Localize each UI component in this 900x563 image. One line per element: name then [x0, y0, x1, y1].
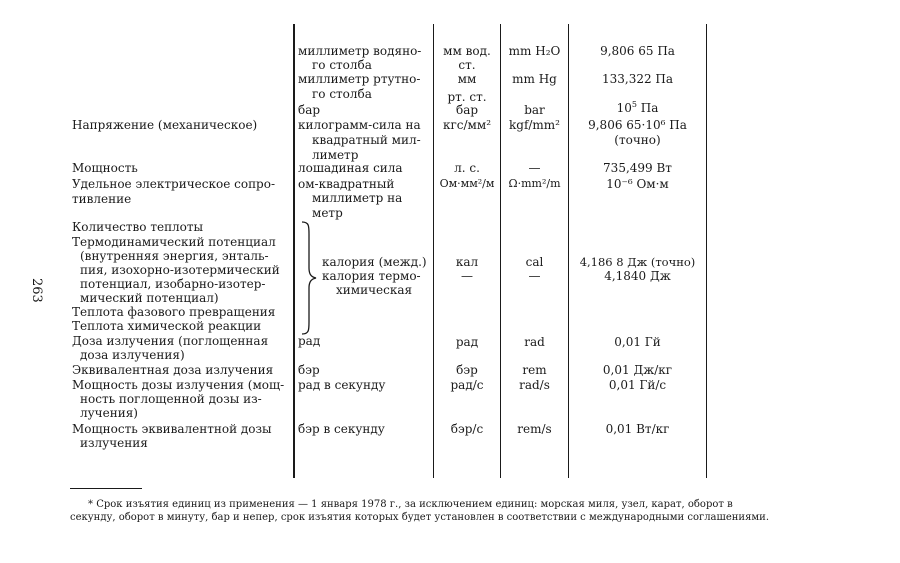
unit-name: рад в секунду	[298, 378, 386, 392]
quantity-name: лучения)	[80, 406, 138, 420]
ru-symbol: ст.	[458, 58, 476, 72]
ru-symbol: Ом·мм²/м	[439, 177, 495, 190]
ru-symbol: мм	[457, 72, 477, 86]
quantity-name: ность поглощенной дозы из-	[80, 392, 262, 406]
si-value: 0,01 Гй/с	[608, 378, 667, 392]
unit-name: калория термо-	[322, 269, 421, 283]
si-value: (точно)	[614, 133, 661, 147]
ru-symbol: кгс/мм²	[442, 118, 492, 132]
unit-name: рад	[298, 334, 321, 348]
si-value	[569, 102, 706, 114]
ru-symbol: рт. ст.	[447, 90, 487, 104]
column-rule-3	[500, 24, 501, 478]
intl-symbol: mm H₂O	[508, 44, 561, 58]
ru-symbol: л. с.	[454, 161, 480, 175]
intl-symbol: —	[528, 161, 541, 175]
value-base: 10	[616, 101, 632, 115]
unit-name: лошадиная сила	[298, 161, 403, 175]
ru-symbol: бэр/с	[450, 422, 484, 436]
intl-symbol: rem	[522, 363, 547, 377]
unit-name: метр	[312, 206, 343, 220]
unit-name: миллиметр ртутно-	[298, 72, 421, 86]
ru-symbol: рад	[455, 335, 479, 349]
intl-symbol: mm Hg	[512, 72, 557, 86]
column-rule-5	[706, 24, 707, 478]
intl-symbol: rad	[524, 335, 545, 349]
ru-symbol: —	[461, 269, 473, 283]
unit-name: бэр в секунду	[298, 422, 385, 436]
quantity-name: Мощность	[72, 161, 138, 175]
quantity-name: потенциал, изобарно-изотер-	[80, 277, 266, 291]
quantity-name: тивление	[72, 192, 132, 206]
intl-symbol: kgf/mm²	[508, 118, 560, 132]
si-value: 4,186 8 Дж (точно)	[579, 255, 696, 269]
si-value: 0,01 Дж/кг	[602, 363, 673, 377]
ru-symbol: мм вод.	[443, 44, 491, 58]
intl-symbol: Ω·mm²/m	[508, 177, 561, 190]
si-value: 133,322 Па	[601, 72, 674, 86]
value-unit: Па	[636, 101, 659, 115]
value-exponent: 5	[631, 100, 637, 109]
unit-name: миллиметр водяно-	[298, 44, 422, 58]
ru-symbol: бэр	[456, 363, 478, 377]
unit-name: химическая	[336, 283, 413, 297]
si-value: 9,806 65·10⁶ Па	[588, 118, 687, 132]
page-number: 263	[29, 278, 44, 303]
column-rule-1	[293, 24, 295, 478]
quantity-name: Напряжение (механическое)	[72, 118, 258, 132]
footnote	[70, 498, 870, 524]
intl-symbol: rad/s	[519, 378, 550, 392]
ru-symbol: бар	[455, 103, 479, 117]
unit-name: лиметр	[312, 148, 359, 162]
intl-symbol: rem/s	[517, 422, 552, 436]
unit-name: ом-квадратный	[298, 177, 395, 191]
si-value: 10⁻⁶ Ом·м	[606, 177, 669, 191]
si-value: 0,01 Вт/кг	[605, 422, 670, 436]
quantity-name: (внутренняя энергия, энталь-	[80, 249, 269, 263]
quantity-name: Термодинамический потенциал	[72, 235, 276, 249]
unit-name: бэр	[298, 363, 320, 377]
ru-symbol: рад/с	[450, 378, 484, 392]
si-value: 4,1840 Дж	[604, 269, 671, 283]
quantity-name: Теплота фазового превращения	[72, 305, 276, 319]
quantity-name: Мощность эквивалентной дозы	[72, 422, 272, 436]
si-value: 0,01 Гй	[614, 335, 661, 349]
footnote-mark: *	[88, 499, 93, 510]
quantity-name: Количество теплоты	[72, 220, 204, 234]
quantity-name: мический потенциал)	[80, 291, 219, 305]
curly-brace	[300, 220, 318, 336]
unit-name: калория (межд.)	[322, 255, 427, 269]
quantity-name: Эквивалентная доза излучения	[72, 363, 274, 377]
footnote-line-1: * Срок изъятия единиц из применения — 1 января 1978 г., за исключением единиц: морская миля, узел, карат, оборот в	[88, 499, 733, 510]
unit-name: квадратный мил-	[312, 133, 421, 147]
unit-name: бар	[298, 103, 321, 117]
quantity-name: Мощность дозы излучения (мощ-	[72, 378, 285, 392]
unit-name: килограмм-сила на	[298, 118, 421, 132]
unit-name: миллиметр на	[312, 191, 403, 205]
column-rule-4	[568, 24, 569, 478]
quantity-name: Удельное электрическое сопро-	[72, 177, 276, 191]
quantity-name: пия, изохорно-изотермический	[80, 263, 280, 277]
si-value: 9,806 65 Па	[600, 44, 675, 58]
quantity-name: Доза излучения (поглощенная	[72, 334, 269, 348]
quantity-name: излучения	[80, 436, 148, 450]
unit-name: го столба	[312, 58, 372, 72]
footnote-rule	[70, 488, 142, 489]
quantity-name: Теплота химической реакции	[72, 319, 262, 333]
si-value: 735,499 Вт	[603, 161, 672, 175]
intl-symbol: cal	[525, 255, 544, 269]
quantity-name: доза излучения)	[80, 348, 185, 362]
intl-symbol: —	[528, 269, 541, 283]
ru-symbol: кал	[455, 255, 479, 269]
intl-symbol: bar	[524, 103, 545, 117]
unit-name: го столба	[312, 87, 372, 101]
footnote-line-2: секунду, оборот в минуту, бар и непер, срок изъятия которых будет установлен в соответствии с международными соглашениями.	[70, 512, 769, 523]
